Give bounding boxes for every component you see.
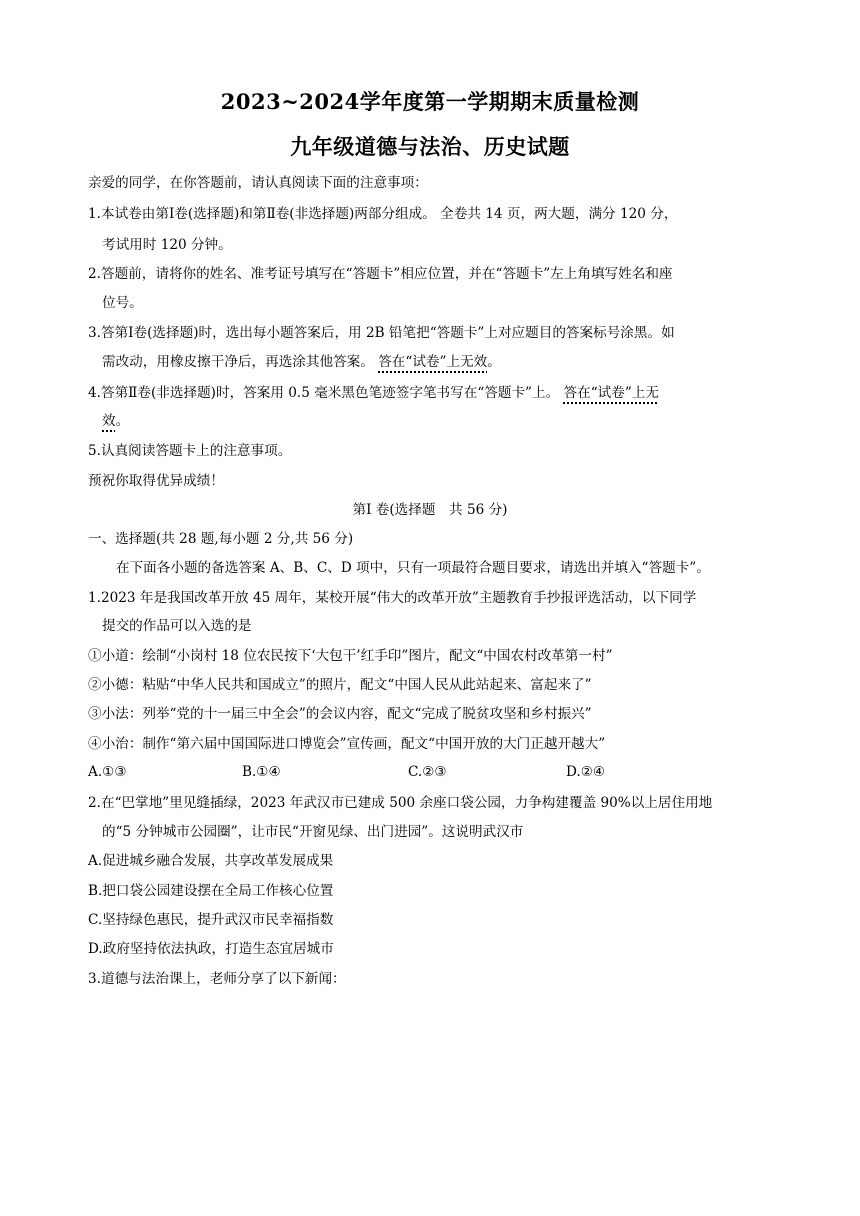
- q1-option-c: C.②③: [408, 764, 447, 780]
- notice-item-2-line-2: 位号。: [102, 295, 143, 311]
- q2-option-d: D.政府坚持依法执政，打造生态宜居城市: [88, 941, 334, 957]
- notice-item-4-line-1: [88, 384, 659, 402]
- notice-item-5: 5.认真阅读答题卡上的注意事项。: [88, 443, 292, 459]
- q1-option-b: B.①④: [242, 764, 281, 780]
- notice-item-4-line-2: [102, 412, 129, 430]
- section-heading: 一、选择题(共 28 题,每小题 2 分,共 56 分): [88, 531, 354, 547]
- q2-option-c: C.坚持绿色惠民，提升武汉市民幸福指数: [88, 912, 334, 928]
- section-instruction: 在下面各小题的备选答案 A、B、C、D 项中，只有一项最符合题目要求，请选出并填入“答题卡”。: [116, 560, 710, 576]
- notice-item-2-line-1: 2.答题前，请将你的姓名、准考证号填写在“答题卡”相应位置，并在“答题卡”左上角填写姓名和座: [88, 266, 673, 282]
- notice-item-3-line-1: 3.答第Ⅰ卷(选择题)时，选出每小题答案后，用 2B 铅笔把“答题卡”上对应题目的答案标号涂黑。如: [88, 325, 675, 341]
- q1-statement-2: ②小德：粘贴“中华人民共和国成立”的照片，配文“中国人民从此站起来、富起来了”: [88, 677, 592, 693]
- part-title: 第Ⅰ 卷(选择题 共 56 分): [352, 502, 508, 518]
- q1-option-a: A.①③: [88, 764, 127, 780]
- exam-title: 2023~2024学年度第一学期期末质量检测: [220, 89, 640, 114]
- q1-statement-1: ①小道：绘制“小岗村 18 位农民按下‘大包干’红手印”图片，配文“中国农村改革第一村”: [88, 648, 613, 664]
- notice-item-3-period: 。: [487, 354, 501, 370]
- notice-greeting: 亲爱的同学，在你答题前，请认真阅读下面的注意事项：: [88, 175, 428, 191]
- notice-item-3-line-2: [102, 353, 501, 371]
- q2-option-b: B.把口袋公园建设摆在全局工作核心位置: [88, 883, 334, 899]
- notice-item-1-line-1: 1.本试卷由第Ⅰ卷(选择题)和第Ⅱ卷(非选择题)两部分组成。 全卷共 14 页，两大题，满分 120 分，: [88, 206, 678, 222]
- q1-option-d: D.②④: [566, 764, 606, 780]
- q3-stem-line-1: 3.道德与法治课上，老师分享了以下新闻：: [88, 971, 346, 987]
- emphasis-invalid-on-paper: 答在“试卷”上无: [563, 385, 659, 401]
- notice-item-4-period: 。: [115, 413, 130, 429]
- notice-item-1-line-2: 考试用时 120 分钟。: [102, 237, 232, 253]
- q2-stem-line-2: 的“5 分钟城市公园圈”，让市民“开窗见绿、出门进园”。这说明武汉市: [102, 824, 524, 840]
- notice-item-4-text: 4.答第Ⅱ卷(非选择题)时，答案用 0.5 毫米黑色笔迹签字笔书写在“答题卡”上。: [88, 385, 564, 401]
- emphasis-invalid-on-paper: 答在“试卷”上无效: [378, 354, 488, 370]
- emphasis-invalid-on-paper-end: 效: [102, 413, 116, 429]
- exam-subtitle: 九年级道德与法治、历史试题: [290, 134, 570, 159]
- q1-statement-3: ③小法：列举“党的十一届三中全会”的会议内容，配文“完成了脱贫攻坚和乡村振兴”: [88, 706, 592, 722]
- notice-item-3-text: 需改动，用橡皮擦干净后，再选涂其他答案。: [102, 354, 379, 370]
- q2-option-a: A.促进城乡融合发展，共享改革发展成果: [88, 853, 334, 869]
- q1-stem-line-2: 提交的作品可以入选的是: [102, 618, 252, 634]
- notice-wish: 预祝你取得优异成绩！: [88, 473, 224, 489]
- q1-statement-4: ④小治：制作“第六届中国国际进口博览会”宣传画，配文“中国开放的大门正越开越大”: [88, 736, 606, 752]
- q1-stem-line-1: 1.2023 年是我国改革开放 45 周年，某校开展“伟大的改革开放”主题教育手抄报评选活动，以下同学: [88, 590, 697, 606]
- q2-stem-line-1: 2.在“巴掌地”里见缝插绿，2023 年武汉市已建成 500 余座口袋公园，力争构建覆盖 90%以上居住用地: [88, 795, 713, 811]
